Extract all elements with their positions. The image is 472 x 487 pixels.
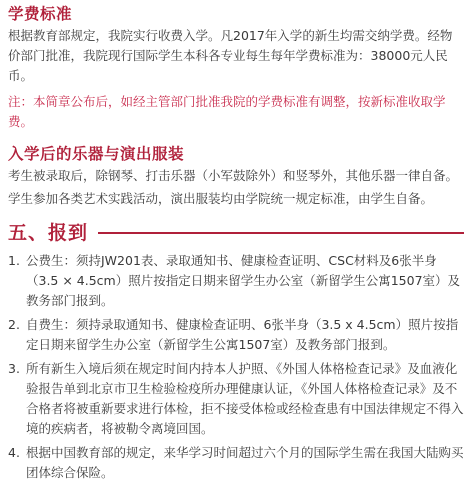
registration-heading-row [8,221,464,245]
registration-heading: 五、报到 [8,222,89,244]
list-item-number: 4. [8,445,20,460]
list-item-number: 2. [8,317,20,332]
list-item-number: 3. [8,361,20,376]
list-item [8,443,466,483]
fees-paragraph: 根据教育部规定，我院实行收费入学。凡2017年入学的新生均需交纳学费。经物价部门批准，我院现行国际学生本科各专业每生每年学费标准为：38000元人民币。 [8,28,453,83]
fees-heading: 学费标准 [8,5,73,23]
instruments-heading: 入学后的乐器与演出服装 [8,145,185,163]
instruments-paragraph-2: 学生参加各类艺术实践活动，演出服装均由学院统一规定标准，由学生自备。 [8,191,434,206]
list-item-number: 1. [8,253,20,268]
list-item [8,315,466,355]
instruments-paragraph-1: 考生被录取后，除钢琴、打击乐器（小军鼓除外）和竖琴外，其他乐器一律自备。 [8,168,459,183]
fees-note: 注：本简章公布后，如经主管部门批准我院的学费标准有调整，按新标准收取学费。 [8,94,446,129]
list-item-text: 根据中国教育部的规定，来华学习时间超过六个月的国际学生需在我国大陆购买团体综合保险。 [26,445,464,480]
list-item-text: 所有新生入境后须在规定时间内持本人护照、《外国人体格检查记录》及血液化验报告单到北京市卫生检验检疫所办理健康认证，《外国人体格检查记录》及不合格者将被重新要求进行体检，拒不接受体检或经检查患有中国法律规定不得入境的疾病者，将被勒令离境回国。 [26,361,464,436]
heading-rule [98,232,464,234]
list-item [8,251,466,311]
list-item-text: 自费生：须持录取通知书、健康检查证明、6张半身（3.5 x 4.5cm）照片按指定日期来留学生办公室（新留学生公寓1507室）及教务部门报到。 [26,317,459,352]
list-item-text: 公费生：须持JW201表、录取通知书、健康检查证明、CSC材料及6张半身（3.5 × 4.5cm）照片按指定日期来留学生办公室（新留学生公寓1507室）及教务部门报到。 [26,253,461,308]
registration-list [8,251,466,487]
list-item [8,359,466,439]
